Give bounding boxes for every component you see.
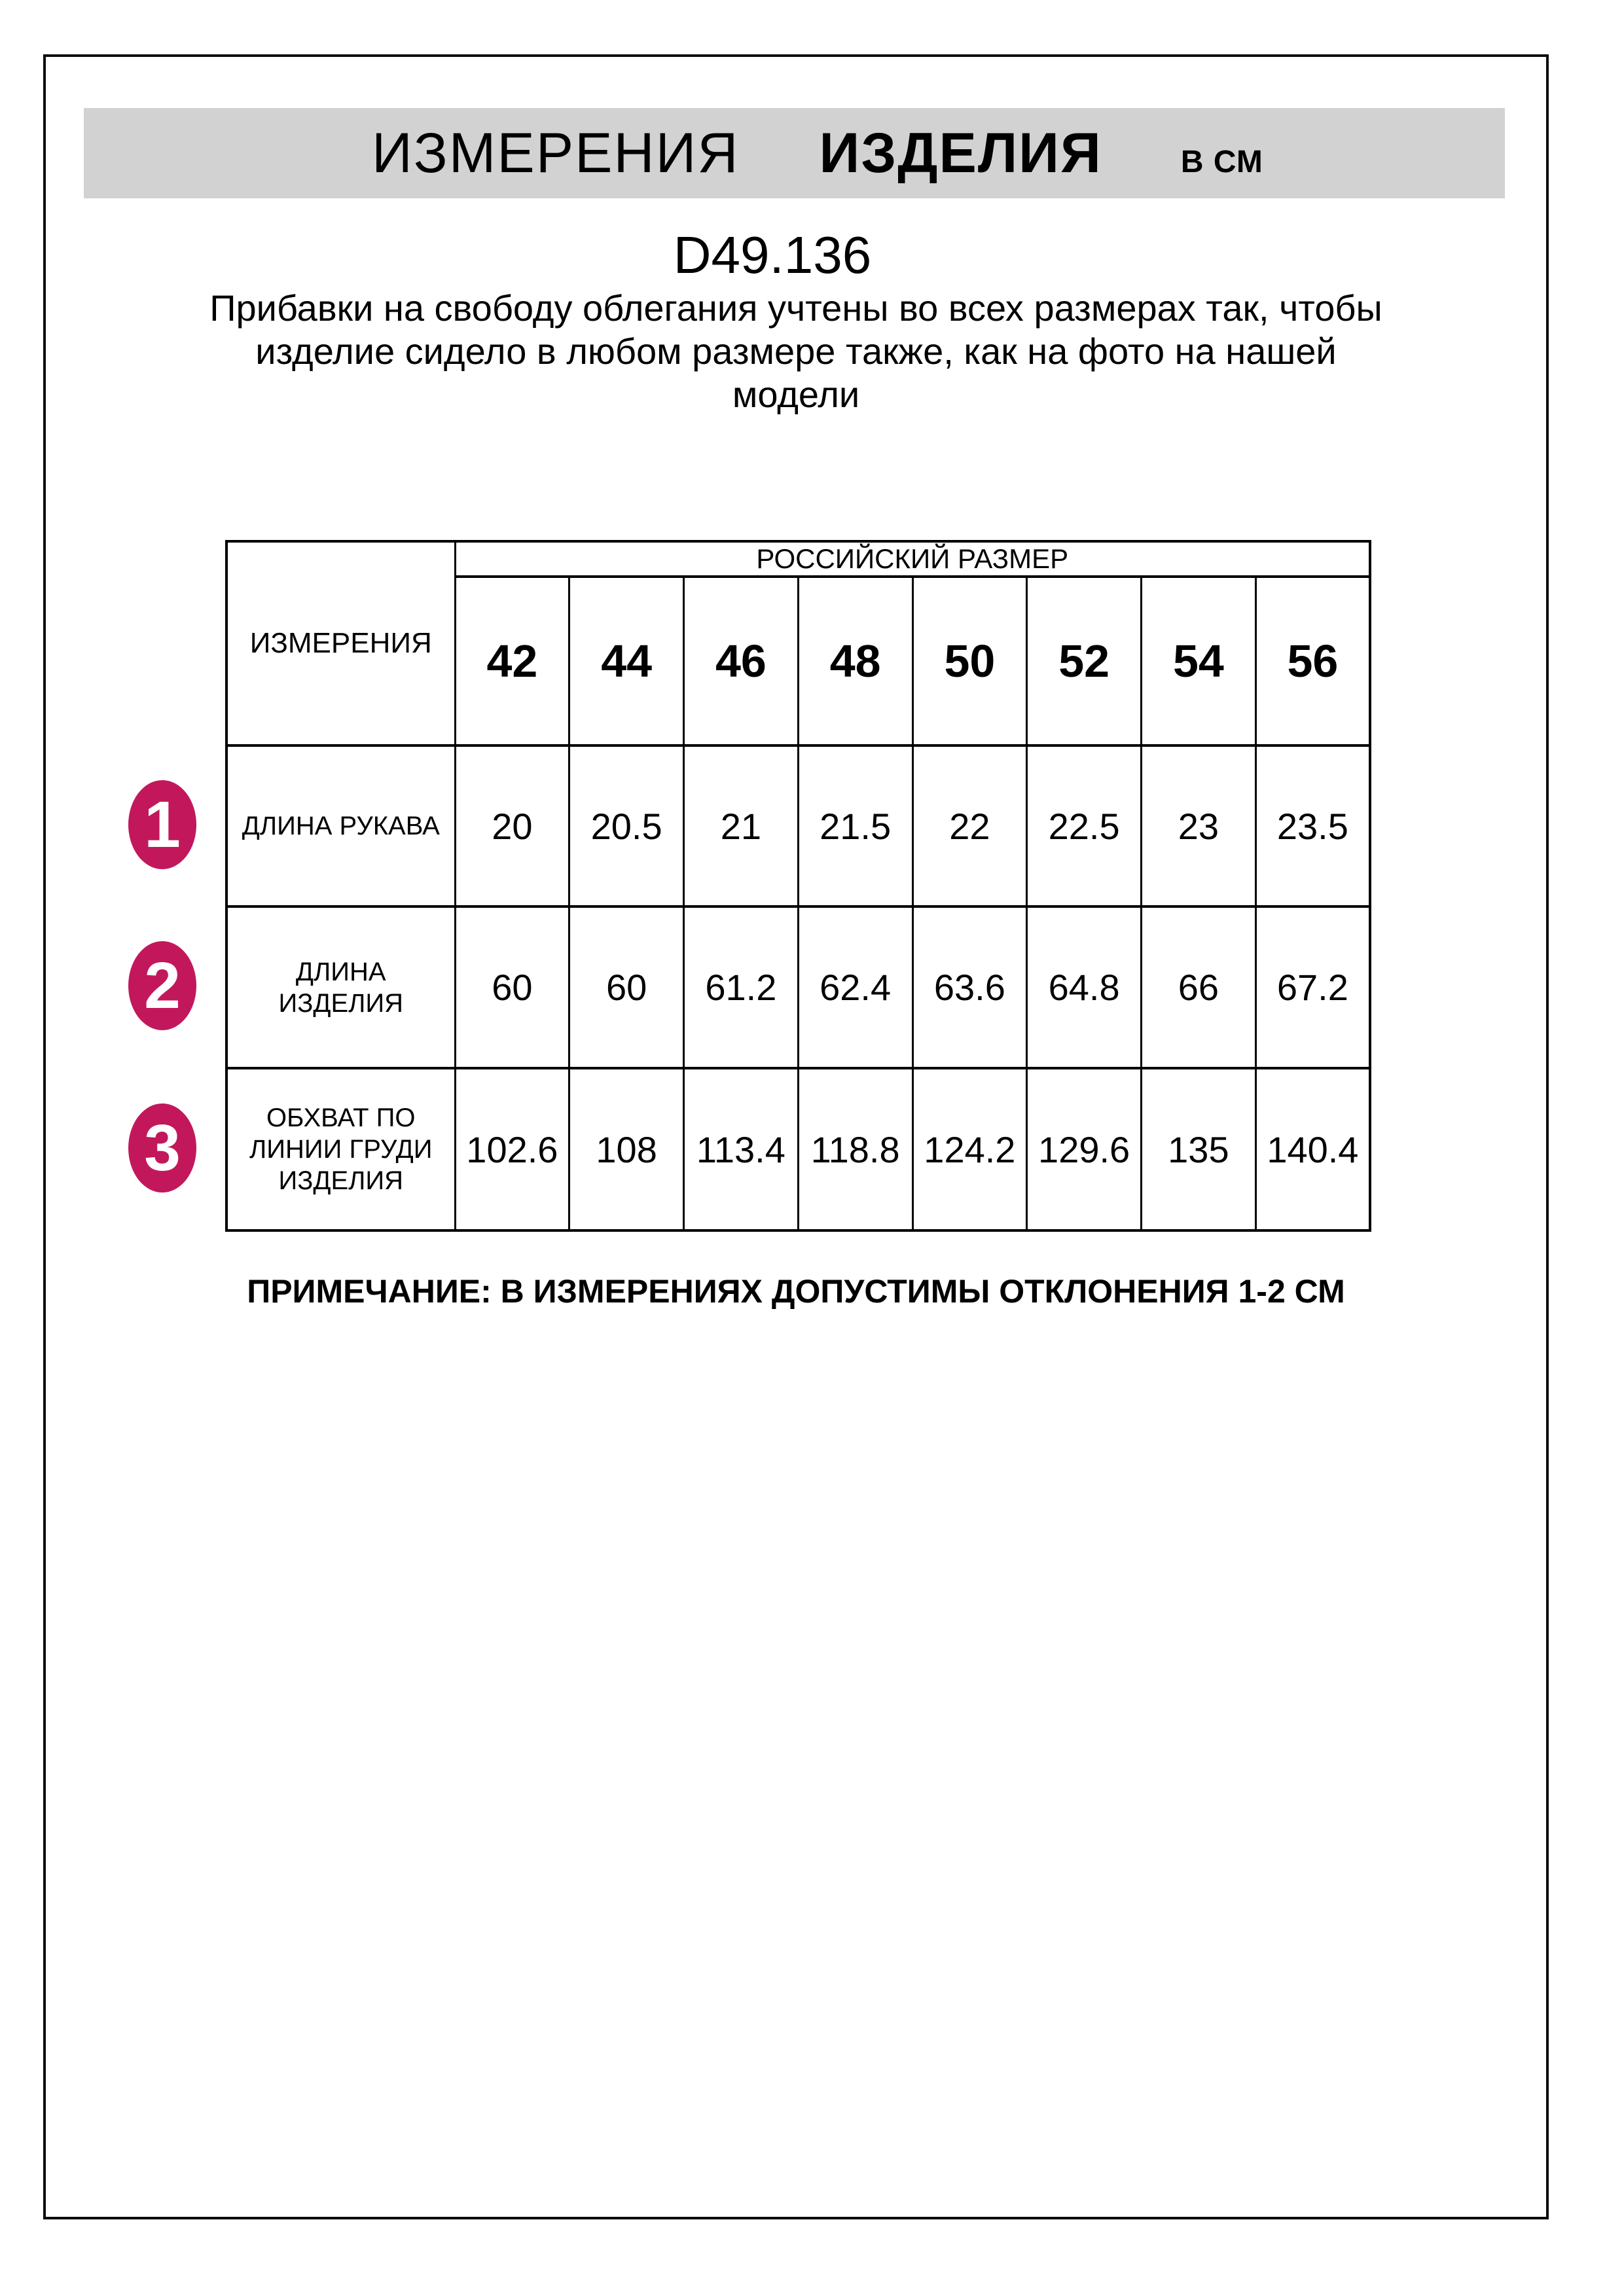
value-cell: 21 [684,745,799,906]
value-cell: 60 [569,906,684,1068]
intro-line: Прибавки на свободу облегания учтены во всех размерах так, чтобы [209,287,1382,329]
value-cell: 63.6 [912,906,1027,1068]
table-row-sleeve-length [226,745,1370,906]
size-header-cell: 42 [455,577,569,745]
size-header-cell: 56 [1255,577,1370,745]
value-cell: 62.4 [798,906,912,1068]
value-cell: 23 [1142,745,1256,906]
size-header-cell: 50 [912,577,1027,745]
note-text: ПРИМЕЧАНИЕ: В ИЗМЕРЕНИЯХ ДОПУСТИМЫ ОТКЛОНЕНИЯ 1-2 СМ [247,1273,1345,1310]
group-header-cell: РОССИЙСКИЙ РАЗМЕР [455,541,1370,577]
value-cell: 66 [1142,906,1256,1068]
size-header-cell: 52 [1027,577,1142,745]
measurements-header-cell: ИЗМЕРЕНИЯ [226,541,455,745]
value-cell: 23.5 [1255,745,1370,906]
size-header-cell: 54 [1142,577,1256,745]
size-header-cell: 48 [798,577,912,745]
size-table [225,540,1371,1232]
row-number-badge: 3 [128,1103,196,1193]
row-label-line: ДЛИНА РУКАВА [242,812,440,840]
value-cell: 61.2 [684,906,799,1068]
row-label-line: ИЗДЕЛИЯ [278,988,404,1018]
size-header-cell: 46 [684,577,799,745]
size-header-cell: 44 [569,577,684,745]
value-cell: 20.5 [569,745,684,906]
row-label-cell [226,1068,455,1230]
value-cell: 21.5 [798,745,912,906]
value-cell: 67.2 [1255,906,1370,1068]
value-cell: 118.8 [798,1068,912,1230]
intro-line: изделие сидело в любом размере также, как на фото на нашей [255,331,1337,372]
value-cell: 22.5 [1027,745,1142,906]
value-cell: 140.4 [1255,1068,1370,1230]
title-units: В СМ [1180,145,1263,179]
table-row-chest-girth [226,1068,1370,1230]
intro-line: модели [732,374,860,415]
title-product: ИЗДЕЛИЯ [819,122,1102,185]
value-cell: 129.6 [1027,1068,1142,1230]
value-cell: 135 [1142,1068,1256,1230]
row-number-badge: 1 [128,780,196,869]
row-label-cell [226,906,455,1068]
row-label-line: ЛИНИИ ГРУДИ [249,1135,433,1164]
row-label-cell [226,745,455,906]
product-code: D49.136 [673,226,872,284]
row-label-line: ИЗДЕЛИЯ [278,1166,404,1195]
row-number-badge: 2 [128,941,196,1030]
value-cell: 22 [912,745,1027,906]
table-row-garment-length [226,906,1370,1068]
intro-paragraph [43,287,1549,416]
value-cell: 60 [455,906,569,1068]
value-cell: 113.4 [684,1068,799,1230]
value-cell: 102.6 [455,1068,569,1230]
row-label-line: ОБХВАТ ПО [266,1103,416,1132]
value-cell: 64.8 [1027,906,1142,1068]
value-cell: 108 [569,1068,684,1230]
row-label-line: ДЛИНА [295,957,386,986]
title-measurements: ИЗМЕРЕНИЯ [372,122,740,185]
value-cell: 124.2 [912,1068,1027,1230]
title-band [84,108,1505,198]
value-cell: 20 [455,745,569,906]
